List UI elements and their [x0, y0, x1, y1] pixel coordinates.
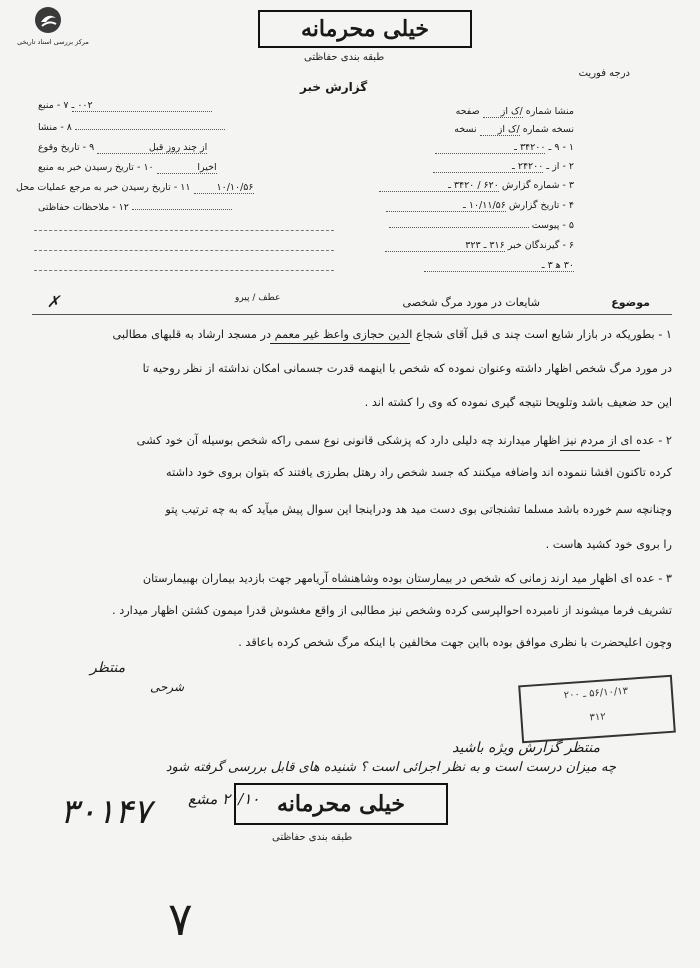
field-left-10: اخیرا ۱۰ - تاریخ رسیدن خبر به منبع	[38, 162, 217, 173]
handwritten-underline	[270, 343, 410, 344]
body-line-9: تشریف فرما میشوند از نامبرده احوالپرسی کرده وشخص نیز مطالبی از واقع مغشوش قدرا میمون کشتن اظهار میدارد .	[112, 604, 672, 617]
top-classification-sub: طبقه بندی حفاظتی	[304, 52, 385, 63]
body-line-3: این حد ضعیف باشد وتلویحا نتیجه گیری نموده که وی را کشته اند .	[364, 396, 672, 409]
field-right-4: ۲ - از ـ ۲۴۲۰۰ ـ	[433, 161, 574, 173]
subject-rule	[32, 314, 672, 315]
handwritten-margin-note-2: شرحی	[150, 680, 185, 694]
subject-label: موضوع	[611, 296, 650, 309]
page-reference: عطف / پیرو	[235, 293, 281, 303]
field-right-1: منشا شماره /ک از صفحه	[455, 106, 574, 117]
body-line-7: را بروی خود کشید هاست .	[545, 538, 672, 551]
field-right-5: ۳ - شماره گزارش ۶۲۰ / ۳۴۲۰ ـ	[379, 180, 574, 192]
body-line-10: وچون اعلیحضرت با نظری موافق بوده بااین جهت مخالفین با اینکه مرگ شخص کرده باعاقد .	[238, 636, 672, 649]
field-right-6: ۴ - تاریخ گزارش ۱۰/۱۱/۵۶ ـ	[386, 200, 574, 212]
received-stamp: ۵۶/۱۰/۱۳ ـ ۲۰۰ ۳۱۲	[518, 675, 676, 744]
handwritten-date: ۲۰/۱۰ مشع	[188, 790, 260, 808]
handwritten-line-2: چه میزان درست است و به نظر اجرائی است ؟ شنیده های قابل بررسی گرفته شود	[165, 760, 616, 775]
page-number: ۷	[168, 892, 193, 946]
field-left-12: ۱۲ - ملاحظات حفاظتی	[38, 202, 232, 213]
body-line-5: کرده تاکنون افشا ننموده اند واضافه میکنند که جسد شخص راد رهتل بطرزی یافتند که بتوان بروی خود داشته	[166, 466, 672, 479]
ruled-line	[34, 250, 334, 251]
urgency-label: درجه فوریت	[578, 68, 630, 79]
ruled-line	[34, 230, 334, 231]
archive-logo-icon	[34, 6, 62, 34]
handwritten-underline	[320, 588, 600, 589]
field-left-9: از چند روز قبل ۹ - تاریخ وقوع	[38, 142, 208, 153]
field-right-9: ۳۰ ه‍ ۳ ـ	[424, 260, 574, 272]
bottom-classification-stamp: خیلی محرمانه	[234, 783, 448, 825]
document-title: گزارش خبر	[300, 80, 368, 94]
body-line-4: ۲ - عده ای از مردم نیز اظهار میدارند چه دلیلی دارد که پزشکی قانونی نوع سمی راکه شخص بوسیله آن خود کشی	[136, 434, 672, 447]
body-line-1: ۱ - بطوریکه در بازار شایع است چند ی قبل آقای شجاع الدین حجازی واعظ غیر معمم در مسجد ارشاد به قلبهای مطالبی	[112, 328, 672, 341]
handwritten-document-number: ۳۰۱۴۷	[60, 792, 152, 832]
bottom-classification-sub: طبقه بندی حفاظتی	[272, 832, 353, 843]
field-right-2: نسخه شماره /ک از نسخه	[454, 124, 574, 135]
body-line-6: وچنانچه سم خورده باشد مسلما تشنجاتی بوی دست مید هد ودراینجا این سوال پیش میآید که به چه ترتیب پتو	[165, 503, 672, 516]
body-line-2: در مورد مرگ شخص اظهار داشته وعنوان نموده که شخص با اینهمه قدرت جسمانی امکان نداشته از نظر روحیه تا	[142, 362, 672, 375]
archive-logo-text: مرکز بررسی اسناد تاریخی	[17, 38, 89, 46]
body-line-8: ۳ - عده ای اظهار مید ارند زمانی که شخص در بیمارستان بوده وشاهنشاه آریامهر جهت بازدید بیماران بهبیمارستان	[142, 572, 672, 585]
field-left-11: ۱۰/۱۰/۵۶ ۱۱ - تاریخ رسیدن خبر به مرجع عملیات محل	[16, 182, 254, 193]
handwritten-underline	[560, 450, 640, 451]
handwritten-margin-note: منتظر	[90, 660, 126, 676]
margin-mark: ✗	[46, 292, 60, 311]
field-left-7: ۰۰۲ ـ ۷ - منبع	[38, 100, 212, 112]
subject-value: شایعات در مورد مرگ شخصی	[402, 296, 540, 309]
top-classification-stamp: خیلی محرمانه	[258, 10, 472, 48]
field-left-8: ۸ - منشا	[38, 122, 225, 133]
ruled-line	[34, 270, 334, 271]
field-right-3: ۱ - ۹ ـ ۳۴۲۰۰ ـ	[435, 142, 574, 154]
field-right-8: ۶ - گیرندگان خبر ۳۱۶ ـ ۳۲۳	[385, 240, 574, 252]
archive-logo	[8, 6, 98, 52]
field-right-7: ۵ - پیوست	[389, 220, 574, 231]
handwritten-line-1: منتظر گزارش ویژه باشید	[452, 740, 600, 756]
